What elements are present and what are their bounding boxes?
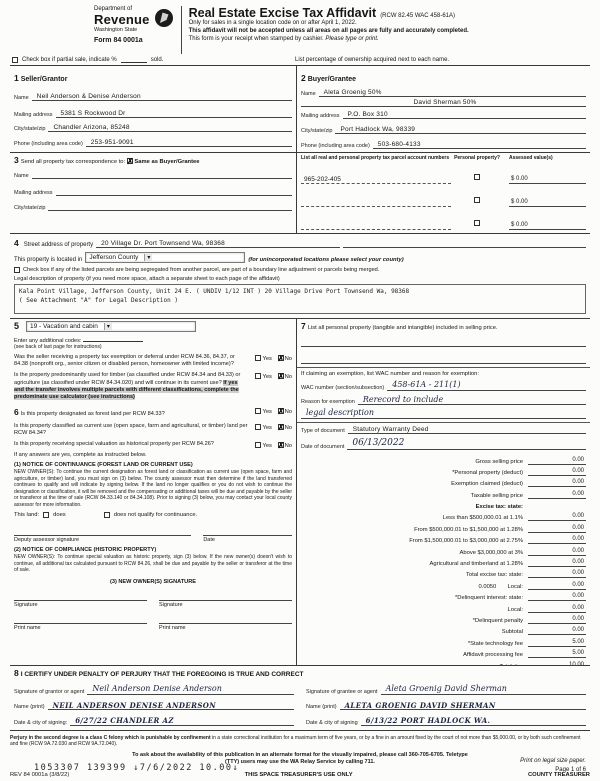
money-label: Taxable selling price <box>470 492 523 499</box>
personal-property-checkbox[interactable] <box>474 220 480 226</box>
money-value[interactable]: 0.00 <box>528 593 586 601</box>
money-label: *Personal property (deduct) <box>452 469 523 476</box>
grantor-print-field[interactable]: NEIL ANDERSON DENISE ANDERSON <box>48 702 294 711</box>
yes-label: Yes <box>262 443 272 450</box>
section-seller <box>10 66 297 152</box>
use-code-value: 19 - Vacation and cabin <box>30 322 98 330</box>
section-2-number: 2 <box>301 73 306 83</box>
compliance-text-a: NEW OWNER(S): To continue special valuation as historic property, sign (3) below. <box>14 554 210 561</box>
money-value[interactable]: 0.00 <box>528 457 586 465</box>
treasurer-space-label: THIS SPACE TREASURER'S USE ONLY <box>244 771 353 778</box>
question-historic <box>14 441 292 449</box>
certify-statement: I CERTIFY UNDER PENALTY OF PERJURY THAT THE FOREGOING IS TRUE AND CORRECT <box>20 670 304 678</box>
q5-2-no-checkbox[interactable] <box>278 373 284 379</box>
q5-2-normal: Is the property predominantly used for timber (as classified under RCW 84.34 and 84.33) or agriculture (as classified under RCW 84.34.020) and will continue in its current use? <box>14 372 241 386</box>
personal-property-field[interactable] <box>301 339 586 347</box>
wac-number-label: WAC number (section/subsection) <box>301 384 385 391</box>
q5-2-yes-checkbox[interactable] <box>255 373 261 379</box>
money-row <box>301 533 586 544</box>
money-label: *State technology fee <box>467 640 523 647</box>
buyer-name-field[interactable]: Aleta Groenig 50% <box>319 89 586 97</box>
money-label: Local: <box>507 606 523 613</box>
no-label: No <box>284 374 292 381</box>
parcel-number-field[interactable]: 965-202-405 <box>301 176 451 184</box>
street-address-field[interactable]: 20 Village Dr. Port Townsend Wa, 98368 <box>96 240 339 248</box>
money-label: Affidavit processing fee <box>463 652 523 659</box>
q6-1-no-checkbox[interactable] <box>278 408 284 414</box>
exemption-intro: If claiming an exemption, list WAC number and reason for exemption: <box>301 370 479 377</box>
washington-state-label: Washington State <box>94 27 138 33</box>
does-not-label: does not qualify for continuance. <box>113 512 198 519</box>
section-2-title: Buyer/Grantee <box>307 76 356 83</box>
chevron-down-icon: ▾ <box>144 254 152 261</box>
deputy-signature-label: Deputy assessor signature <box>14 537 80 544</box>
print-name-label: Print name <box>159 624 186 631</box>
signature-label: Signature <box>159 601 183 608</box>
notice-continuance-text: NEW OWNER(S): To continue the current designation as forest land or classification as current use (open space, farm and agriculture, or timber) land, you must sign on (3) below. The county assessor must then determine if the land transferred continues to qualify and will indicate by signing below. If the land no longer qualifies or you do not wish to continue the designation or classification, it will be removed and the compensating or additional taxes will be due and payable by the seller or transferor at the time of sale (RCW 84.33.140 or 84.34.108). Prior to signing (3) below, you may contact your local county assessor for more information. <box>14 469 292 508</box>
money-value <box>528 502 586 510</box>
money-value[interactable]: 0.00 <box>528 479 586 487</box>
money-row <box>301 567 586 578</box>
corr-city-label: City/state/zip <box>14 204 46 211</box>
money-row <box>301 590 586 601</box>
q5-2-bold: If yes and the transfer involves multiple parcels with different classifications, complete the predominate use calculator (see instructions) <box>14 379 239 401</box>
dor-logo-icon <box>154 8 174 28</box>
divider <box>297 367 590 368</box>
parcel-table <box>297 153 590 233</box>
section-use-classification <box>10 319 297 665</box>
grantee-print-label: Name (print) <box>306 704 337 711</box>
q5-1-yes-checkbox[interactable] <box>255 355 261 361</box>
personal-property-header: Personal property? <box>454 154 500 161</box>
no-label: No <box>284 443 292 450</box>
new-owner-signature-row <box>14 593 292 608</box>
parcel-row <box>301 166 586 184</box>
money-row <box>301 624 586 635</box>
grantor-signature-field[interactable]: Neil Anderson Denise Anderson <box>87 685 294 695</box>
money-label: Agricultural and timberland at 1.28% <box>429 561 523 568</box>
money-row <box>301 556 586 567</box>
question-predominant-use <box>14 372 292 401</box>
compliance-text-b: If the new owner(s) doesn't wish to continue, all additional tax calculated pursuant to RCW 84.26, shall be due and payable by the seller or transferor at the time of sale. <box>14 554 293 574</box>
money-row <box>301 476 586 487</box>
money-label: Exemption claimed (deduct) <box>451 481 523 488</box>
additional-codes-label: Enter any additional codes: <box>14 337 82 344</box>
section-1-title: Seller/Grantor <box>20 76 68 83</box>
deputy-date-label: Date <box>203 537 215 544</box>
question-forest-land <box>14 407 292 418</box>
receipt-note: This form is your receipt when stamped by cashier. <box>188 35 324 42</box>
type-or-print-note: Please type or print. <box>325 35 379 42</box>
seller-name-label: Name <box>14 94 29 101</box>
land-does-not-checkbox[interactable] <box>104 512 110 518</box>
buyer-name-label: Name <box>301 91 316 98</box>
street-address-label: Street address of property <box>23 241 94 248</box>
county-value: Jefferson County <box>89 253 139 261</box>
money-row <box>301 499 586 510</box>
street-address-field-extra[interactable] <box>343 240 586 248</box>
new-owner-print-field[interactable] <box>159 616 292 624</box>
buyer-mail-label: Mailing address <box>301 113 340 120</box>
perjury-bold: Perjury in the second degree is a class C felony which is punishable by confinement <box>10 734 211 741</box>
parcel-row <box>301 212 586 230</box>
partial-sale-row <box>12 57 590 63</box>
money-label: 0.0050 Local: <box>478 583 523 590</box>
money-label: *Delinquent penalty <box>472 617 523 624</box>
print-name-label: Print name <box>14 624 41 631</box>
seller-city-field[interactable]: Chandler Arizona, 85248 <box>48 124 292 132</box>
section-5-number: 5 <box>14 321 20 332</box>
reason-field-1[interactable]: Rerecord to include <box>358 396 586 406</box>
grantee-signature-field[interactable]: Aleta Groenig David Sherman <box>381 685 586 695</box>
grantor-date-field[interactable]: 6/27/22 CHANDLER AZ <box>70 717 294 726</box>
row-correspondence-parcels <box>10 153 590 234</box>
personal-property-field[interactable] <box>301 356 586 364</box>
header <box>94 6 590 54</box>
q6-2-no-checkbox[interactable] <box>278 424 284 430</box>
corr-city-field[interactable] <box>48 203 292 211</box>
rcw-reference: (RCW 82.45 WAC 458-61A) <box>380 13 455 19</box>
question-exemption-deferral <box>14 354 292 369</box>
assessed-value-field[interactable]: $ 0.00 <box>509 222 586 230</box>
section-6-number: 6 <box>14 407 19 418</box>
money-value[interactable]: 0.00 <box>528 513 586 521</box>
legal-description-box[interactable] <box>14 284 586 314</box>
this-land-label: This land: <box>14 512 40 519</box>
money-row <box>301 521 586 532</box>
section-7-number: 7 <box>301 320 306 331</box>
cashier-stamp: 1053307 139399 ↓7/6/2022 10.00↓ <box>34 763 240 773</box>
q6-2-text: Is this property classified as current use (open space, farm and agricultural, or timber) land per RCW 84.34? <box>14 422 248 436</box>
q5-2-text <box>14 372 247 401</box>
legal-description-line-1: Kala Point Village, Jefferson County, Unit 24 E. ( UNDIV 1/12 INT ) 20 Village Drive Port Townsend Wa, 98368 <box>19 287 410 295</box>
money-value[interactable]: 0.00 <box>528 616 586 624</box>
no-label: No <box>284 424 292 431</box>
money-value[interactable]: 0.00 <box>528 605 586 613</box>
money-row <box>301 578 586 589</box>
accessibility-line-2: (TTY) users may use the WA Relay Service by calling 711. <box>225 759 375 766</box>
money-value[interactable]: 0.00 <box>528 582 586 590</box>
grantor-date-label: Date & city of signing: <box>14 719 68 726</box>
land-does-checkbox[interactable] <box>43 512 49 518</box>
money-label: Excise tax: state: <box>475 504 523 511</box>
seller-city-label: City/state/zip <box>14 126 46 133</box>
money-row <box>301 647 586 658</box>
sold-label: sold. <box>150 57 164 63</box>
grantee-date-label: Date & city of signing <box>306 719 358 726</box>
money-value[interactable]: 5.00 <box>528 650 586 658</box>
assessed-value-field[interactable]: $ 0.00 <box>509 176 586 184</box>
parcel-row <box>301 189 586 207</box>
segregated-label: Check box if any of the listed parcels are being segregated from another parcel, are part of a boundary line adjustment or parcels being merged. <box>23 266 380 273</box>
new-owner-signature-field[interactable] <box>14 593 147 601</box>
grantor-signature-label: Signature of grantor or agent <box>14 688 85 695</box>
ownership-note: List percentage of ownership acquired next to each name. <box>295 57 450 63</box>
county-treasurer-label: COUNTY TREASURER <box>527 771 590 778</box>
money-value[interactable]: 0.00 <box>528 627 586 635</box>
legal-description-label: Legal description of property (if you need more space, attach a separate sheet to each page of the affidavit) <box>14 275 280 282</box>
codes-note: (see back of last page for instructions) <box>14 343 102 350</box>
grantee-date-field[interactable]: 6/13/22 PORT HADLOCK WA. <box>361 717 586 726</box>
seller-phone-label: Phone (including area code) <box>14 141 83 148</box>
doc-type-label: Type of document <box>301 428 345 435</box>
title-block <box>189 6 469 54</box>
money-value[interactable]: 0.00 <box>528 525 586 533</box>
no-label: No <box>284 355 292 362</box>
divider <box>297 422 590 423</box>
notice-continuance-heading: (1) NOTICE OF CONTINUANCE (FOREST LAND OR CURRENT USE) <box>14 462 193 469</box>
page-indicator: Page 1 of 6 <box>555 767 586 773</box>
correspondence-label: Send all property tax correspondence to: <box>20 158 126 165</box>
seller-phone-field[interactable]: 253-951-9091 <box>86 139 292 147</box>
use-code-select[interactable] <box>26 321 196 332</box>
form-body <box>10 65 590 731</box>
accessibility-line-1: To ask about the availability of this publication in an alternate format for the visually impaired, please call 360-705-6705. Teletype <box>132 751 468 758</box>
buyer-city-label: City/state/zip <box>301 128 333 135</box>
header-note-3 <box>189 36 469 44</box>
money-label: From $1,500,000.01 to $3,000,000 at 2.75% <box>409 538 523 545</box>
section-certification <box>10 666 590 731</box>
money-table <box>301 453 586 665</box>
print-note: Print on legal size paper. <box>520 758 586 764</box>
reason-field-2[interactable]: legal description <box>301 409 586 419</box>
money-row <box>301 658 586 665</box>
personal-property-checkbox[interactable] <box>474 174 480 180</box>
grantee-signature-label: Signature of grantee or agent <box>306 688 378 695</box>
q6-3-no-checkbox[interactable] <box>278 442 284 448</box>
money-row <box>301 544 586 555</box>
revenue-label: Revenue <box>94 12 150 27</box>
county-select[interactable] <box>85 252 245 263</box>
reason-label: Reason for exemption <box>301 399 355 406</box>
parcel-number-field[interactable] <box>301 199 451 207</box>
q6-2-yes-checkbox[interactable] <box>255 424 261 430</box>
signature-label: Signature <box>14 601 38 608</box>
header-note-1: Only for sales in a single location code on or after April 1, 2022. <box>188 20 357 26</box>
assessed-value-field[interactable]: $ 0.00 <box>509 199 586 207</box>
section-8-number: 8 <box>14 667 19 678</box>
land-qualify-row <box>14 512 292 518</box>
does-label: does <box>53 512 66 519</box>
buyer-city-field[interactable]: Port Hadlock Wa, 98339 <box>335 126 586 134</box>
section-property-location <box>10 234 590 319</box>
deputy-signature-field[interactable] <box>14 528 191 536</box>
money-value[interactable]: 0.00 <box>528 570 586 578</box>
section-3-number: 3 <box>14 154 19 165</box>
money-row <box>301 635 586 646</box>
parcel-header: List all real and personal property tax parcel account numbers <box>301 154 450 161</box>
money-label <box>499 664 528 665</box>
seller-mail-field[interactable]: 5381 S Rockwood Dr <box>56 110 292 118</box>
money-label: Subtotal <box>501 629 523 636</box>
section-1-number: 1 <box>14 73 19 83</box>
buyer-mail-field[interactable]: P.O. Box 310 <box>343 111 586 119</box>
row-use-and-tax <box>10 319 590 666</box>
money-label: Total excise tax: state: <box>465 572 523 579</box>
money-value[interactable]: 0.00 <box>528 536 586 544</box>
doc-date-label: Date of document <box>301 444 345 451</box>
deputy-assessor-row <box>14 528 292 543</box>
new-owner-signature-field[interactable] <box>159 593 292 601</box>
grantee-print-field[interactable]: ALETA GROENIG DAVID SHERMAN <box>340 702 586 711</box>
question-current-use <box>14 423 292 438</box>
same-as-buyer-checkbox[interactable] <box>127 158 133 164</box>
perjury-note <box>10 735 590 748</box>
doc-date-field[interactable]: 06/13/2022 <box>347 439 586 450</box>
money-row <box>301 510 586 521</box>
partial-sale-checkbox[interactable] <box>12 57 18 63</box>
no-label: No <box>284 409 292 416</box>
section-4-number: 4 <box>14 237 19 248</box>
header-divider <box>181 6 182 54</box>
money-value[interactable]: 10.00 <box>528 662 586 665</box>
corr-mail-label: Mailing address <box>14 190 53 197</box>
money-label: *Delinquent interest: state: <box>455 595 523 602</box>
perjury-rest: in a state correctional institution for a maximum term of five years, or by a fine in an amount fixed by the court of not more than $5,000.00, or by both such confinement and fine (RCW 9A.72.030 and RCW 9A.72.040). <box>10 734 581 748</box>
doc-type-field[interactable]: Statutory Warranty Deed <box>348 426 586 434</box>
yes-label: Yes <box>262 374 272 381</box>
section-buyer <box>297 66 590 152</box>
chevron-down-icon: ▾ <box>104 323 112 330</box>
assessed-value-header: Assessed value(s) <box>509 154 553 161</box>
segregated-checkbox[interactable] <box>14 267 20 273</box>
partial-sale-label: Check box if partial sale, indicate % <box>22 57 117 63</box>
money-label: Less than $500,000.01 at 1.1% <box>442 515 523 522</box>
yes-label: Yes <box>262 355 272 362</box>
seller-mail-label: Mailing address <box>14 111 53 118</box>
money-row <box>301 465 586 476</box>
money-row <box>301 601 586 612</box>
money-row <box>301 453 586 464</box>
corr-name-label: Name <box>14 173 29 180</box>
new-owner-print-row <box>14 616 292 631</box>
grantor-print-label: Name (print) <box>14 704 45 711</box>
corr-name-field[interactable] <box>32 171 292 179</box>
yes-label: Yes <box>262 424 272 431</box>
rev-number: REV 84 0001a (3/8/22) <box>10 771 70 778</box>
q5-1-text: Was the seller receiving a property tax exemption or deferral under RCW 84.36, 84.37, or 84.38 (nonprofit org., senior citizen or disabled person, homeowner with limited income)? <box>14 353 235 367</box>
money-label: Gross selling price <box>475 458 523 465</box>
agency-wordmark <box>94 6 150 33</box>
legal-description-line-2: ( See Attachment "A" for Legal Description ) <box>19 297 178 305</box>
buyer-phone-field[interactable]: 503-680-4133 <box>373 141 586 149</box>
header-note-2: This affidavit will not be accepted unless all areas on all pages are fully and accurately completed. <box>188 27 469 34</box>
q6-3-text: Is this property receiving special valuation as historical property per RCW 84.26? <box>14 441 214 448</box>
q6-3-yes-checkbox[interactable] <box>255 442 261 448</box>
q6-1-text: Is this property designated as forest land per RCW 84.33? <box>20 411 165 418</box>
bottom-right-notes <box>520 757 586 775</box>
corr-mail-field[interactable] <box>56 188 292 196</box>
seller-name-field[interactable]: Neil Anderson & Denise Anderson <box>32 93 292 101</box>
section-tax-computation <box>297 319 590 665</box>
money-value[interactable]: 0.00 <box>528 491 586 499</box>
same-as-buyer-label: Same as Buyer/Grantee <box>134 158 200 165</box>
buyer-name-2-field[interactable]: David Sherman 50% <box>301 99 586 107</box>
money-label: From $500,000.01 to $1,500,000 at 1.28% <box>414 526 523 533</box>
buyer-phone-label: Phone (including area code) <box>301 142 370 149</box>
money-row <box>301 487 586 498</box>
deputy-date-field[interactable] <box>203 528 292 536</box>
new-owner-print-field[interactable] <box>14 616 147 624</box>
money-row <box>301 613 586 624</box>
money-value[interactable]: 0.00 <box>528 468 586 476</box>
yes-label: Yes <box>262 409 272 416</box>
q5-1-no-checkbox[interactable] <box>278 355 284 361</box>
county-note: (for unincorporated locations please select your county) <box>248 256 404 263</box>
notice-compliance-heading: (2) NOTICE OF COMPLIANCE (HISTORIC PROPERTY) <box>14 547 157 554</box>
new-owners-signature-heading: (3) NEW OWNER(S) SIGNATURE <box>110 578 196 585</box>
q6-1-yes-checkbox[interactable] <box>255 408 261 414</box>
personal-property-label: List all personal property (tangible and intangible) included in selling price. <box>307 324 498 331</box>
money-value[interactable]: 0.00 <box>528 559 586 567</box>
agency-block <box>94 6 174 54</box>
personal-property-checkbox[interactable] <box>474 197 480 203</box>
money-value[interactable]: 0.00 <box>528 548 586 556</box>
money-label: Above $3,000,000 at 3% <box>459 549 523 556</box>
additional-codes-field[interactable] <box>83 336 143 342</box>
parcel-number-field[interactable] <box>301 222 451 230</box>
form-number: Form 84 0001a <box>94 37 143 44</box>
notice-compliance-text <box>14 554 292 574</box>
money-value[interactable]: 5.00 <box>528 639 586 647</box>
if-yes-note: If any answers are yes, complete as instructed below. <box>14 452 147 459</box>
row-seller-buyer <box>10 66 590 153</box>
section-correspondence <box>10 153 297 233</box>
wac-number-field[interactable]: 458-61A - 211(1) <box>387 381 586 391</box>
partial-percent-field[interactable] <box>121 57 147 63</box>
dept-of-label: Department of <box>94 6 133 12</box>
located-in-label: This property is located in <box>14 256 83 263</box>
page-title: Real Estate Excise Tax Affidavit <box>188 6 377 20</box>
